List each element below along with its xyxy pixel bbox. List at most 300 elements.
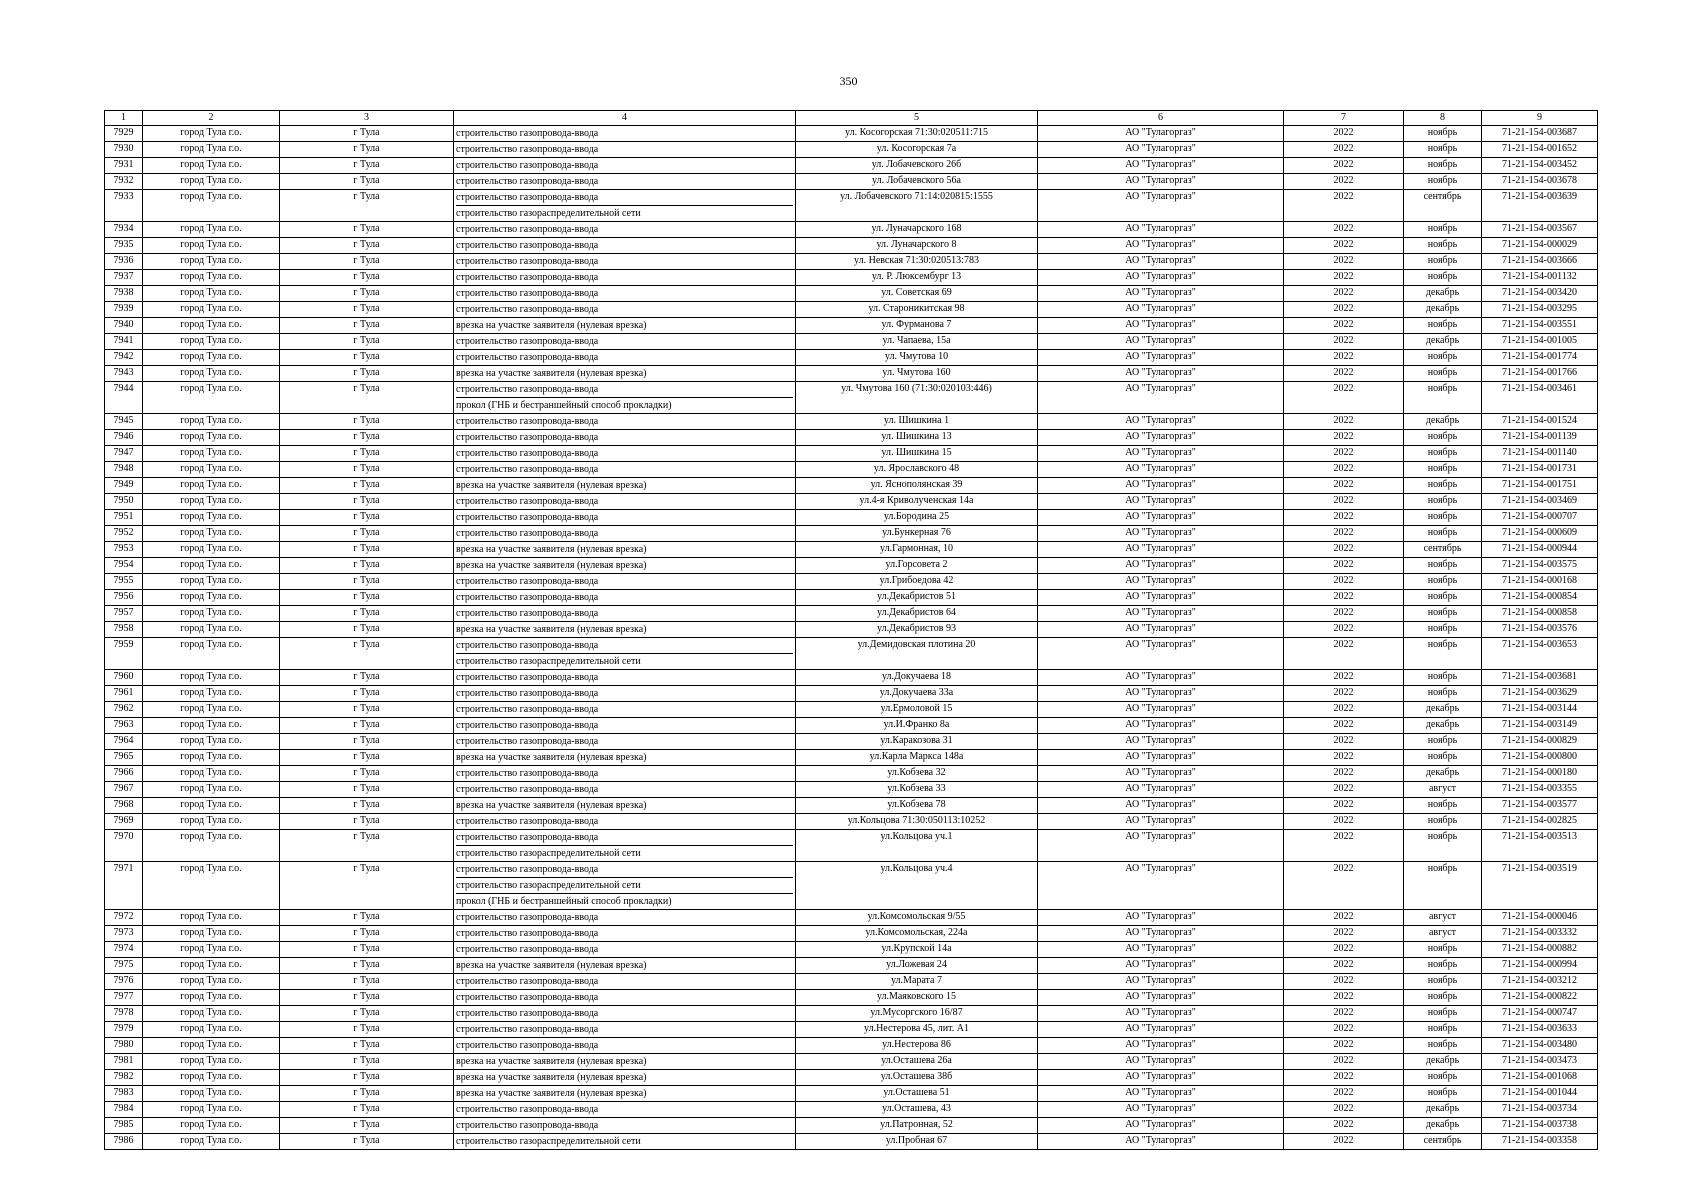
month-cell: ноябрь	[1404, 126, 1482, 142]
table-row	[105, 862, 1598, 910]
works-cell	[454, 1054, 796, 1070]
locality-cell: г Тула	[280, 670, 454, 686]
row-number: 7963	[105, 718, 143, 734]
work-type-line: врезка на участке заявителя (нулевая врезка)	[456, 544, 647, 555]
locality-cell: г Тула	[280, 702, 454, 718]
table-row	[105, 1118, 1598, 1134]
locality-cell: г Тула	[280, 142, 454, 158]
district-cell: город Тула г.о.	[143, 478, 280, 494]
works-cell	[454, 814, 796, 830]
works-cell	[454, 382, 796, 414]
locality-cell: г Тула	[280, 558, 454, 574]
month-cell: ноябрь	[1404, 1038, 1482, 1054]
year-cell: 2022	[1284, 366, 1404, 382]
table-row	[105, 670, 1598, 686]
year-cell: 2022	[1284, 990, 1404, 1006]
year-cell: 2022	[1284, 222, 1404, 238]
registry-code-cell: 71-21-154-003734	[1482, 1102, 1598, 1118]
organization-cell: АО "Тулагоргаз"	[1038, 590, 1284, 606]
work-type-line: врезка на участке заявителя (нулевая врезка)	[456, 1056, 647, 1067]
district-cell: город Тула г.о.	[143, 862, 280, 910]
table-body	[105, 126, 1598, 1150]
registry-code-cell: 71-21-154-003577	[1482, 798, 1598, 814]
district-cell: город Тула г.о.	[143, 1070, 280, 1086]
district-cell: город Тула г.о.	[143, 798, 280, 814]
month-cell: ноябрь	[1404, 862, 1482, 910]
district-cell: город Тула г.о.	[143, 366, 280, 382]
registry-code-cell: 71-21-154-003519	[1482, 862, 1598, 910]
works-cell	[454, 622, 796, 638]
registry-code-cell: 71-21-154-000829	[1482, 734, 1598, 750]
works-cell	[454, 1086, 796, 1102]
column-header: 7	[1284, 111, 1404, 126]
locality-cell: г Тула	[280, 334, 454, 350]
works-cell	[454, 270, 796, 286]
works-cell	[454, 1038, 796, 1054]
month-cell: декабрь	[1404, 1054, 1482, 1070]
table-row	[105, 1022, 1598, 1038]
district-cell: город Тула г.о.	[143, 190, 280, 222]
row-number: 7986	[105, 1134, 143, 1150]
locality-cell: г Тула	[280, 766, 454, 782]
row-number: 7945	[105, 414, 143, 430]
locality-cell: г Тула	[280, 526, 454, 542]
address-cell: ул. Чапаева, 15а	[796, 334, 1038, 350]
district-cell: город Тула г.о.	[143, 334, 280, 350]
organization-cell: АО "Тулагоргаз"	[1038, 622, 1284, 638]
registry-code-cell: 71-21-154-001132	[1482, 270, 1598, 286]
month-cell: ноябрь	[1404, 446, 1482, 462]
row-number: 7943	[105, 366, 143, 382]
row-number: 7951	[105, 510, 143, 526]
table-row	[105, 990, 1598, 1006]
table-row	[105, 1054, 1598, 1070]
registry-code-cell: 71-21-154-000800	[1482, 750, 1598, 766]
district-cell: город Тула г.о.	[143, 526, 280, 542]
organization-cell: АО "Тулагоргаз"	[1038, 1134, 1284, 1150]
works-cell	[454, 318, 796, 334]
work-type-line: строительство газопровода-ввода	[456, 1120, 599, 1131]
works-cell	[454, 222, 796, 238]
works-cell	[454, 1022, 796, 1038]
row-number: 7942	[105, 350, 143, 366]
row-number: 7958	[105, 622, 143, 638]
works-cell	[454, 1134, 796, 1150]
works-cell	[454, 494, 796, 510]
table-row	[105, 302, 1598, 318]
locality-cell: г Тула	[280, 478, 454, 494]
works-cell	[454, 750, 796, 766]
month-cell: ноябрь	[1404, 510, 1482, 526]
organization-cell: АО "Тулагоргаз"	[1038, 414, 1284, 430]
district-cell: город Тула г.о.	[143, 414, 280, 430]
registry-code-cell: 71-21-154-003144	[1482, 702, 1598, 718]
month-cell: ноябрь	[1404, 430, 1482, 446]
district-cell: город Тула г.о.	[143, 734, 280, 750]
works-cell	[454, 142, 796, 158]
locality-cell: г Тула	[280, 366, 454, 382]
work-type-line: строительство газопровода-ввода	[456, 576, 599, 587]
district-cell: город Тула г.о.	[143, 702, 280, 718]
organization-cell: АО "Тулагоргаз"	[1038, 734, 1284, 750]
address-cell: ул. Чмутова 160	[796, 366, 1038, 382]
month-cell: ноябрь	[1404, 1022, 1482, 1038]
month-cell: август	[1404, 926, 1482, 942]
district-cell: город Тула г.о.	[143, 910, 280, 926]
work-type-line: строительство газопровода-ввода	[456, 944, 599, 955]
organization-cell: АО "Тулагоргаз"	[1038, 766, 1284, 782]
registry-code-cell: 71-21-154-003738	[1482, 1118, 1598, 1134]
work-type-line: строительство газопровода-ввода	[456, 448, 599, 459]
year-cell: 2022	[1284, 462, 1404, 478]
locality-cell: г Тула	[280, 446, 454, 462]
organization-cell: АО "Тулагоргаз"	[1038, 574, 1284, 590]
works-cell	[454, 558, 796, 574]
registry-code-cell: 71-21-154-003355	[1482, 782, 1598, 798]
works-cell	[454, 862, 796, 910]
table-row	[105, 318, 1598, 334]
locality-cell: г Тула	[280, 158, 454, 174]
work-type-line: строительство газопровода-ввода	[456, 384, 599, 395]
table-row	[105, 718, 1598, 734]
address-cell: ул.Кольцова уч.1	[796, 830, 1038, 862]
work-type-line: врезка на участке заявителя (нулевая врезка)	[456, 800, 647, 811]
district-cell: город Тула г.о.	[143, 270, 280, 286]
address-cell: ул. Шишкина 15	[796, 446, 1038, 462]
year-cell: 2022	[1284, 830, 1404, 862]
locality-cell: г Тула	[280, 270, 454, 286]
address-cell: ул.Патронная, 52	[796, 1118, 1038, 1134]
registry-code-cell: 71-21-154-003678	[1482, 174, 1598, 190]
district-cell: город Тула г.о.	[143, 558, 280, 574]
organization-cell: АО "Тулагоргаз"	[1038, 942, 1284, 958]
address-cell: ул.Мусоргского 16/87	[796, 1006, 1038, 1022]
work-type-line: строительство газопровода-ввода	[456, 272, 599, 283]
district-cell: город Тула г.о.	[143, 174, 280, 190]
work-type-line: врезка на участке заявителя (нулевая врезка)	[456, 320, 647, 331]
locality-cell: г Тула	[280, 462, 454, 478]
row-number: 7972	[105, 910, 143, 926]
registry-code-cell: 71-21-154-002825	[1482, 814, 1598, 830]
registry-code-cell: 71-21-154-003666	[1482, 254, 1598, 270]
locality-cell: г Тула	[280, 622, 454, 638]
organization-cell: АО "Тулагоргаз"	[1038, 174, 1284, 190]
registry-table	[104, 110, 1598, 1150]
year-cell: 2022	[1284, 958, 1404, 974]
registry-code-cell: 71-21-154-003687	[1482, 126, 1598, 142]
address-cell: ул.Ложевая 24	[796, 958, 1038, 974]
year-cell: 2022	[1284, 574, 1404, 590]
locality-cell: г Тула	[280, 542, 454, 558]
month-cell: ноябрь	[1404, 1086, 1482, 1102]
organization-cell: АО "Тулагоргаз"	[1038, 862, 1284, 910]
district-cell: город Тула г.о.	[143, 990, 280, 1006]
address-cell: ул.Маяковского 15	[796, 990, 1038, 1006]
locality-cell: г Тула	[280, 238, 454, 254]
table-row	[105, 238, 1598, 254]
address-cell: ул.Марата 7	[796, 974, 1038, 990]
work-type-line: строительство газопровода-ввода	[456, 288, 599, 299]
table-row	[105, 478, 1598, 494]
locality-cell: г Тула	[280, 222, 454, 238]
year-cell: 2022	[1284, 510, 1404, 526]
organization-cell: АО "Тулагоргаз"	[1038, 1054, 1284, 1070]
work-type-line: строительство газопровода-ввода	[456, 224, 599, 235]
row-number: 7947	[105, 446, 143, 462]
district-cell: город Тула г.о.	[143, 254, 280, 270]
work-type-line: строительство газопровода-ввода	[456, 512, 599, 523]
year-cell: 2022	[1284, 414, 1404, 430]
month-cell: ноябрь	[1404, 174, 1482, 190]
works-cell	[454, 350, 796, 366]
column-header: 4	[454, 111, 796, 126]
month-cell: ноябрь	[1404, 318, 1482, 334]
table-row	[105, 1134, 1598, 1150]
district-cell: город Тула г.о.	[143, 430, 280, 446]
address-cell: ул. Ярославского 48	[796, 462, 1038, 478]
table-row	[105, 334, 1598, 350]
organization-cell: АО "Тулагоргаз"	[1038, 270, 1284, 286]
address-cell: ул.И.Франко 8а	[796, 718, 1038, 734]
district-cell: город Тула г.о.	[143, 1006, 280, 1022]
district-cell: город Тула г.о.	[143, 622, 280, 638]
row-number: 7980	[105, 1038, 143, 1054]
locality-cell: г Тула	[280, 286, 454, 302]
locality-cell: г Тула	[280, 910, 454, 926]
organization-cell: АО "Тулагоргаз"	[1038, 750, 1284, 766]
year-cell: 2022	[1284, 814, 1404, 830]
works-cell	[454, 686, 796, 702]
organization-cell: АО "Тулагоргаз"	[1038, 926, 1284, 942]
works-cell	[454, 942, 796, 958]
work-type-line: строительство газопровода-ввода	[456, 1008, 599, 1019]
month-cell: ноябрь	[1404, 1070, 1482, 1086]
month-cell: декабрь	[1404, 1102, 1482, 1118]
address-cell: ул.Осташева 38б	[796, 1070, 1038, 1086]
address-cell: ул.Осташева 51	[796, 1086, 1038, 1102]
district-cell: город Тула г.о.	[143, 446, 280, 462]
works-cell	[454, 334, 796, 350]
organization-cell: АО "Тулагоргаз"	[1038, 974, 1284, 990]
row-number: 7961	[105, 686, 143, 702]
table-row	[105, 750, 1598, 766]
work-type-line: строительство газопровода-ввода	[456, 528, 599, 539]
row-number: 7931	[105, 158, 143, 174]
year-cell: 2022	[1284, 350, 1404, 366]
row-number: 7966	[105, 766, 143, 782]
year-cell: 2022	[1284, 1134, 1404, 1150]
table-row	[105, 574, 1598, 590]
row-number: 7970	[105, 830, 143, 862]
year-cell: 2022	[1284, 1118, 1404, 1134]
row-number: 7935	[105, 238, 143, 254]
works-cell	[454, 718, 796, 734]
table-row	[105, 1070, 1598, 1086]
row-number: 7941	[105, 334, 143, 350]
row-number: 7956	[105, 590, 143, 606]
address-cell: ул.Грибоедова 42	[796, 574, 1038, 590]
address-cell: ул.Бородина 25	[796, 510, 1038, 526]
district-cell: город Тула г.о.	[143, 958, 280, 974]
year-cell: 2022	[1284, 1038, 1404, 1054]
locality-cell: г Тула	[280, 638, 454, 670]
table-row	[105, 974, 1598, 990]
address-cell: ул.Нестерова 45, лит. А1	[796, 1022, 1038, 1038]
locality-cell: г Тула	[280, 1022, 454, 1038]
organization-cell: АО "Тулагоргаз"	[1038, 606, 1284, 622]
locality-cell: г Тула	[280, 174, 454, 190]
row-number: 7967	[105, 782, 143, 798]
row-number: 7960	[105, 670, 143, 686]
district-cell: город Тула г.о.	[143, 142, 280, 158]
works-cell	[454, 974, 796, 990]
row-number: 7933	[105, 190, 143, 222]
organization-cell: АО "Тулагоргаз"	[1038, 958, 1284, 974]
locality-cell: г Тула	[280, 1070, 454, 1086]
organization-cell: АО "Тулагоргаз"	[1038, 830, 1284, 862]
year-cell: 2022	[1284, 142, 1404, 158]
work-type-line: строительство газопровода-ввода	[456, 704, 599, 715]
table-row	[105, 590, 1598, 606]
table-row	[105, 830, 1598, 862]
row-number: 7974	[105, 942, 143, 958]
table-row	[105, 1086, 1598, 1102]
organization-cell: АО "Тулагоргаз"	[1038, 478, 1284, 494]
organization-cell: АО "Тулагоргаз"	[1038, 1038, 1284, 1054]
locality-cell: г Тула	[280, 350, 454, 366]
district-cell: город Тула г.о.	[143, 782, 280, 798]
locality-cell: г Тула	[280, 1102, 454, 1118]
work-type-line: прокол (ГНБ и бестраншейный способ прокладки)	[456, 893, 793, 909]
organization-cell: АО "Тулагоргаз"	[1038, 638, 1284, 670]
column-header: 9	[1482, 111, 1598, 126]
table-row	[105, 782, 1598, 798]
district-cell: город Тула г.о.	[143, 766, 280, 782]
work-type-line: строительство газопровода-ввода	[456, 640, 599, 651]
district-cell: город Тула г.о.	[143, 574, 280, 590]
organization-cell: АО "Тулагоргаз"	[1038, 990, 1284, 1006]
works-cell	[454, 190, 796, 222]
address-cell: ул.Докучаева 18	[796, 670, 1038, 686]
locality-cell: г Тула	[280, 734, 454, 750]
address-cell: ул.Крупской 14а	[796, 942, 1038, 958]
year-cell: 2022	[1284, 734, 1404, 750]
organization-cell: АО "Тулагоргаз"	[1038, 542, 1284, 558]
organization-cell: АО "Тулагоргаз"	[1038, 1070, 1284, 1086]
district-cell: город Тула г.о.	[143, 302, 280, 318]
month-cell: ноябрь	[1404, 238, 1482, 254]
works-cell	[454, 478, 796, 494]
year-cell: 2022	[1284, 638, 1404, 670]
address-cell: ул. Чмутова 10	[796, 350, 1038, 366]
month-cell: ноябрь	[1404, 606, 1482, 622]
works-cell	[454, 126, 796, 142]
works-cell	[454, 910, 796, 926]
month-cell: ноябрь	[1404, 478, 1482, 494]
address-cell: ул. Невская 71:30:020513:783	[796, 254, 1038, 270]
table-row	[105, 638, 1598, 670]
table-row	[105, 958, 1598, 974]
locality-cell: г Тула	[280, 318, 454, 334]
month-cell: декабрь	[1404, 286, 1482, 302]
organization-cell: АО "Тулагоргаз"	[1038, 126, 1284, 142]
month-cell: ноябрь	[1404, 990, 1482, 1006]
address-cell: ул.Карла Маркса 148а	[796, 750, 1038, 766]
table-row	[105, 910, 1598, 926]
month-cell: ноябрь	[1404, 350, 1482, 366]
address-cell: ул.Декабристов 51	[796, 590, 1038, 606]
year-cell: 2022	[1284, 590, 1404, 606]
row-number: 7982	[105, 1070, 143, 1086]
address-cell: ул.Горсовета 2	[796, 558, 1038, 574]
organization-cell: АО "Тулагоргаз"	[1038, 494, 1284, 510]
row-number: 7955	[105, 574, 143, 590]
works-cell	[454, 542, 796, 558]
row-number: 7944	[105, 382, 143, 414]
address-cell: ул. Р. Люксембург 13	[796, 270, 1038, 286]
year-cell: 2022	[1284, 542, 1404, 558]
locality-cell: г Тула	[280, 606, 454, 622]
year-cell: 2022	[1284, 1086, 1404, 1102]
registry-code-cell: 71-21-154-003639	[1482, 190, 1598, 222]
month-cell: ноябрь	[1404, 270, 1482, 286]
month-cell: ноябрь	[1404, 750, 1482, 766]
address-cell: ул.Кобзева 78	[796, 798, 1038, 814]
table-row	[105, 734, 1598, 750]
table-row	[105, 446, 1598, 462]
table-row	[105, 766, 1598, 782]
work-type-line: строительство газопровода-ввода	[456, 1040, 599, 1051]
district-cell: город Тула г.о.	[143, 830, 280, 862]
locality-cell: г Тула	[280, 254, 454, 270]
locality-cell: г Тула	[280, 862, 454, 910]
table-row	[105, 350, 1598, 366]
year-cell: 2022	[1284, 926, 1404, 942]
locality-cell: г Тула	[280, 926, 454, 942]
work-type-line: строительство газопровода-ввода	[456, 608, 599, 619]
column-header: 3	[280, 111, 454, 126]
year-cell: 2022	[1284, 718, 1404, 734]
table-row	[105, 430, 1598, 446]
work-type-line: строительство газопровода-ввода	[456, 416, 599, 427]
address-cell: ул. Косогорская 71:30:020511:715	[796, 126, 1038, 142]
row-number: 7932	[105, 174, 143, 190]
month-cell: ноябрь	[1404, 798, 1482, 814]
registry-code-cell: 71-21-154-003149	[1482, 718, 1598, 734]
month-cell: ноябрь	[1404, 494, 1482, 510]
registry-code-cell: 71-21-154-000609	[1482, 526, 1598, 542]
organization-cell: АО "Тулагоргаз"	[1038, 142, 1284, 158]
work-type-line: врезка на участке заявителя (нулевая врезка)	[456, 368, 647, 379]
address-cell: ул. Шишкина 1	[796, 414, 1038, 430]
registry-code-cell: 71-21-154-001751	[1482, 478, 1598, 494]
works-cell	[454, 1102, 796, 1118]
locality-cell: г Тула	[280, 382, 454, 414]
locality-cell: г Тула	[280, 830, 454, 862]
organization-cell: АО "Тулагоргаз"	[1038, 318, 1284, 334]
registry-code-cell: 71-21-154-000046	[1482, 910, 1598, 926]
registry-code-cell: 71-21-154-000747	[1482, 1006, 1598, 1022]
month-cell: декабрь	[1404, 334, 1482, 350]
year-cell: 2022	[1284, 478, 1404, 494]
organization-cell: АО "Тулагоргаз"	[1038, 1086, 1284, 1102]
registry-code-cell: 71-21-154-003633	[1482, 1022, 1598, 1038]
table-row	[105, 174, 1598, 190]
locality-cell: г Тула	[280, 510, 454, 526]
address-cell: ул.Комсомольская 9/55	[796, 910, 1038, 926]
district-cell: город Тула г.о.	[143, 1054, 280, 1070]
address-cell: ул.Осташева, 43	[796, 1102, 1038, 1118]
